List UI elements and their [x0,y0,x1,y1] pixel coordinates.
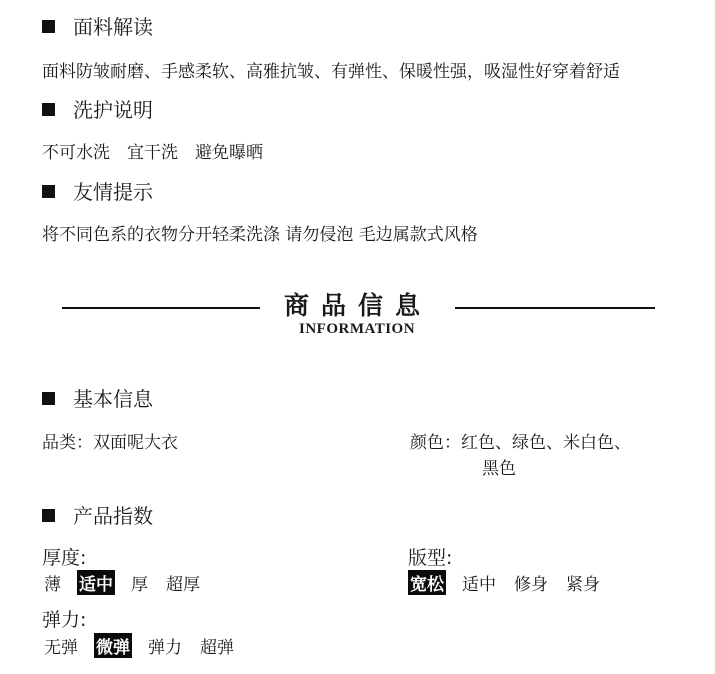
color-value-continued: 黑色 [482,459,516,479]
elasticity-label: 弹力: [42,609,87,631]
section-heading-basic [42,383,153,412]
elasticity-option-selected: 微弹 [94,633,132,658]
tips-text: 将不同色系的衣物分开轻柔洗涤 请勿侵泡 毛边属款式风格 [42,225,478,245]
section-heading-tips [42,176,153,205]
info-title-en: INFORMATION [299,321,416,337]
fit-option: 紧身 [566,575,600,595]
elasticity-option: 超弹 [200,638,234,658]
elasticity-options [42,633,250,658]
color-label: 颜色： [410,433,461,453]
color-row [410,428,631,453]
fit-option: 修身 [514,575,548,595]
category-label: 品类： [42,433,93,453]
square-bullet-icon [42,509,55,522]
fit-options [408,570,616,595]
section-heading-fabric [42,11,153,40]
care-instructions: 不可水洗 宜干洗 避免曝晒 [42,143,263,163]
elasticity-option: 无弹 [44,638,78,658]
thickness-label: 厚度: [42,547,87,569]
section-heading-index [42,500,153,529]
thickness-option: 厚 [131,575,148,595]
color-value: 红色、绿色、米白色、 [461,433,631,453]
square-bullet-icon [42,103,55,116]
square-bullet-icon [42,20,55,33]
section-heading-care [42,94,153,123]
thickness-option-selected: 适中 [77,570,115,595]
thickness-option: 超厚 [166,575,200,595]
divider-left [62,307,260,309]
square-bullet-icon [42,185,55,198]
section-title: 面料解读 [73,15,153,39]
fit-option: 适中 [462,575,496,595]
fit-label: 版型: [408,547,453,569]
section-title: 基本信息 [73,387,153,411]
thickness-option: 薄 [44,575,61,595]
section-title: 友情提示 [73,180,153,204]
elasticity-option: 弹力 [148,638,182,658]
section-title: 产品指数 [73,504,153,528]
fit-option-selected: 宽松 [408,570,446,595]
fabric-description: 面料防皱耐磨、手感柔软、高雅抗皱、有弹性、保暖性强，吸湿性好穿着舒适 [42,62,620,82]
category-value: 双面呢大衣 [93,433,178,453]
square-bullet-icon [42,392,55,405]
divider-right [455,307,655,309]
section-title: 洗护说明 [73,98,153,122]
category-row [42,428,178,453]
info-title-cn: 商品信息 [284,291,433,320]
thickness-options [42,570,216,595]
